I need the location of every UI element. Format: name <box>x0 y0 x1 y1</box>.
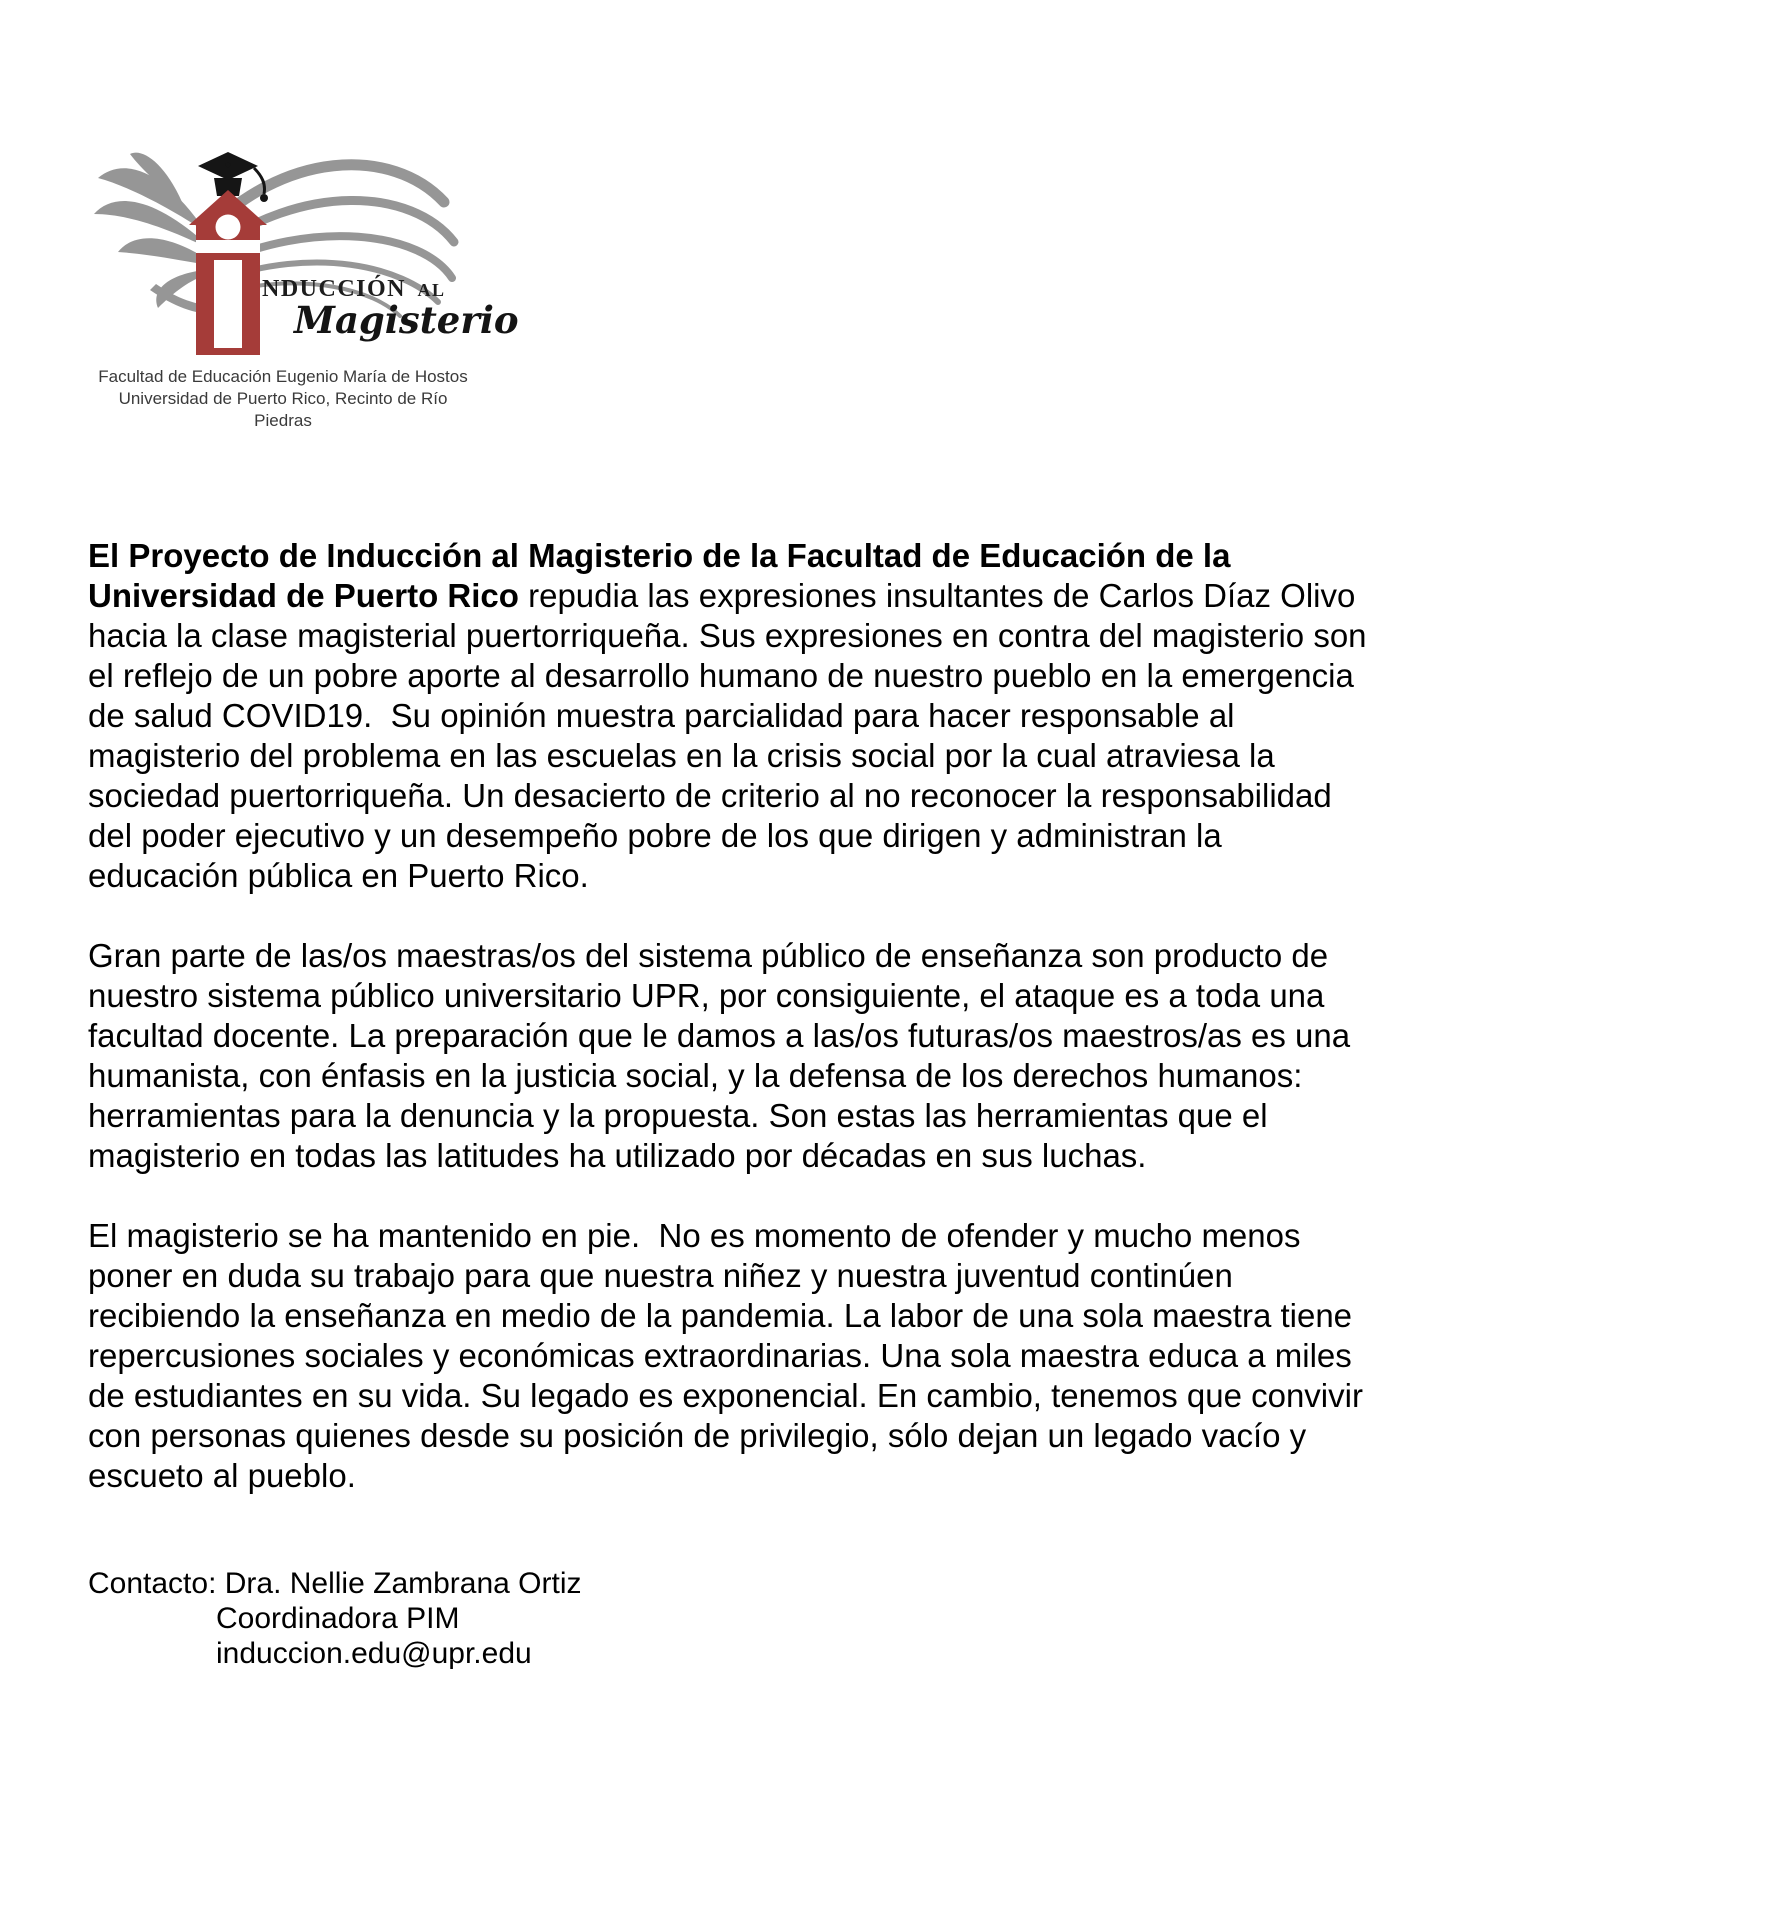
paragraph-1-lines <box>88 616 1708 896</box>
contact-email: induccion.edu@upr.edu <box>216 1637 532 1670</box>
bold-run: Universidad de Puerto Rico <box>88 577 519 614</box>
text-line <box>88 576 1708 616</box>
text-line: repercusiones sociales y económicas extraordinarias. Una sola maestra educa a miles <box>88 1337 1352 1374</box>
text-line: magisterio en todas las latitudes ha utilizado por décadas en sus luchas. <box>88 1137 1147 1174</box>
text-line: herramientas para la denuncia y la propuesta. Son estas las herramientas que el <box>88 1097 1268 1134</box>
logo-wordmark-script: Magisterio <box>294 298 519 342</box>
logo-caption <box>90 366 476 432</box>
text-line: hacia la clase magisterial puertorriqueña. Sus expresiones en contra del magisterio son <box>88 617 1367 654</box>
contact-block <box>88 1566 582 1671</box>
text-line: nuestro sistema público universitario UPR, por consiguiente, el ataque es a toda una <box>88 977 1325 1014</box>
paragraph-2 <box>88 936 1708 1176</box>
induccion-al-magisterio-logo <box>90 140 519 430</box>
text-line: del poder ejecutivo y un desempeño pobre de los que dirigen y administran la <box>88 817 1222 854</box>
text-line: poner en duda su trabajo para que nuestra niñez y nuestra juventud continúen <box>88 1257 1233 1294</box>
text-line: magisterio del problema en las escuelas en la crisis social por la cual atraviesa la <box>88 737 1275 774</box>
text-line: El magisterio se ha mantenido en pie. No es momento de ofender y mucho menos <box>88 1217 1301 1254</box>
text-line: facultad docente. La preparación que le damos a las/os futuras/os maestros/as es una <box>88 1017 1351 1054</box>
text-line: sociedad puertorriqueña. Un desacierto de criterio al no reconocer la responsabilidad <box>88 777 1332 814</box>
paragraph-1 <box>88 536 1708 896</box>
paragraph-3 <box>88 1216 1708 1496</box>
text-line: con personas quienes desde su posición de privilegio, sólo dejan un legado vacío y <box>88 1417 1307 1454</box>
text-line: educación pública en Puerto Rico. <box>88 857 589 894</box>
logo-wordmark-suffix: AL <box>417 280 446 300</box>
logo-caption-line1: Facultad de Educación Eugenio María de Hostos <box>98 367 468 386</box>
text-line: recibiendo la enseñanza en medio de la pandemia. La labor de una sola maestra tiene <box>88 1297 1353 1334</box>
logo-wordmark-main: NDUCCIÓN <box>262 276 406 302</box>
text-run: repudia las expresiones insultantes de Carlos Díaz Olivo <box>518 577 1356 614</box>
text-line: El Proyecto de Inducción al Magisterio de la Facultad de Educación de la <box>88 537 1231 574</box>
upr-tower-icon <box>189 190 267 355</box>
text-line: de salud COVID19. Su opinión muestra parcialidad para hacer responsable al <box>88 697 1235 734</box>
text-line: escueto al pueblo. <box>88 1457 356 1494</box>
logo-caption-line2: Universidad de Puerto Rico, Recinto de Río Piedras <box>118 389 448 430</box>
text-line: Gran parte de las/os maestras/os del sistema público de enseñanza son producto de <box>88 937 1329 974</box>
text-line: humanista, con énfasis en la justicia social, y la defensa de los derechos humanos: <box>88 1057 1303 1094</box>
text-line: el reflejo de un pobre aporte al desarrollo humano de nuestro pueblo en la emergencia <box>88 657 1354 694</box>
contact-name: Contacto: Dra. Nellie Zambrana Ortiz <box>88 1567 582 1600</box>
contact-role: Coordinadora PIM <box>216 1602 460 1635</box>
text-line: de estudiantes en su vida. Su legado es exponencial. En cambio, tenemos que convivir <box>88 1377 1363 1414</box>
